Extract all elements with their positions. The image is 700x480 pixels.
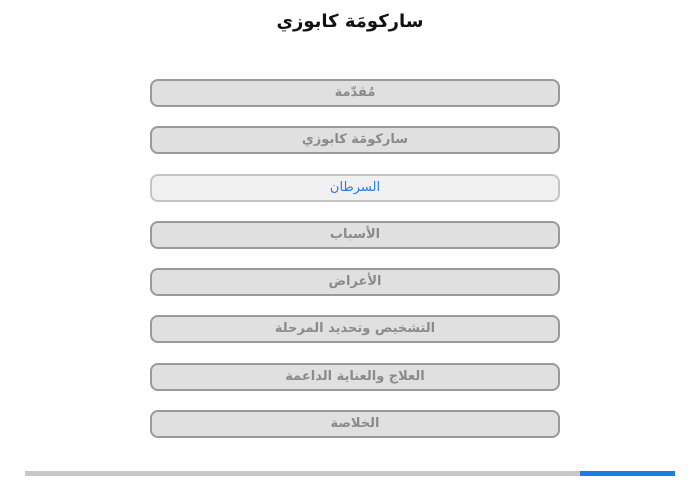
chapter-menu [150, 79, 560, 457]
menu-item-introduction[interactable]: مُقدّمة [150, 79, 560, 107]
menu-item-summary[interactable]: الخلاصة [150, 410, 560, 438]
progress-bar-fill [580, 471, 675, 476]
menu-item-diagnosis-staging[interactable]: التشخيص وتحديد المرحلة [150, 315, 560, 343]
menu-item-treatment-care[interactable]: العلاج والعناية الداعمة [150, 363, 560, 391]
menu-item-kaposi-sarcoma[interactable]: ساركومَة كابوزي [150, 126, 560, 154]
menu-item-cancer[interactable]: السرطان [150, 174, 560, 202]
page-title: ساركومَة كابوزي [276, 11, 424, 32]
menu-item-causes[interactable]: الأسباب [150, 221, 560, 249]
progress-bar [25, 471, 675, 476]
menu-item-symptoms[interactable]: الأعراض [150, 268, 560, 296]
